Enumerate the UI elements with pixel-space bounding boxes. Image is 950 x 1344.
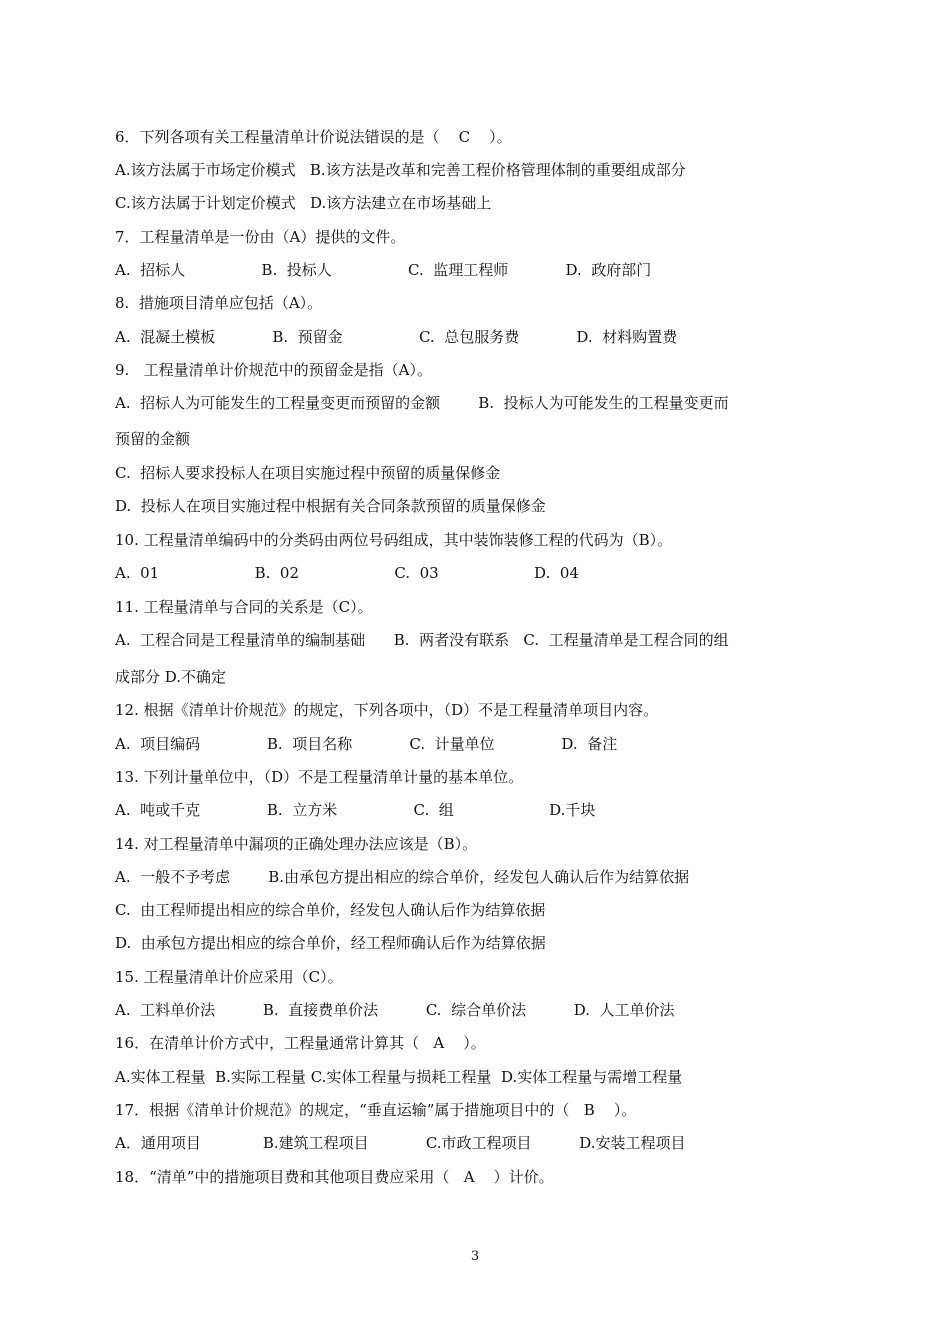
question-16: 16．在清单计价方式中，工程量通常计算其（ A ）。 [115,1034,486,1052]
question-14-options-ab: A. 一般不予考虑 B.由承包方提出相应的综合单价，经发包人确认后作为结算依据 [115,868,690,886]
question-9-option-b-continued: 预留的金额 [115,430,191,448]
question-9-option-d: D. 投标人在项目实施过程中根据有关合同条款预留的质量保修金 [115,497,546,515]
question-10: 10. 工程量清单编码中的分类码由两位号码组成，其中装饰装修工程的代码为（B）。 [115,531,673,549]
question-11-options-continued: 成部分 D.不确定 [115,668,227,686]
question-8-options: A. 混凝土模板 B. 预留金 C. 总包服务费 D. 材料购置费 [115,328,678,346]
question-11: 11. 工程量清单与合同的关系是（C）。 [115,598,373,616]
question-12-options: A. 项目编码 B. 项目名称 C. 计量单位 D. 备注 [115,735,618,753]
question-10-options: A. 01 B. 02 C. 03 D. 04 [115,564,579,582]
question-6: 6．下列各项有关工程量清单计价说法错误的是（ C ）。 [115,128,512,146]
question-13-options: A. 吨或千克 B. 立方米 C. 组 D.千块 [115,801,596,819]
question-15: 15. 工程量清单计价应采用（C）。 [115,968,343,986]
question-9-option-c: C. 招标人要求投标人在项目实施过程中预留的质量保修金 [115,464,501,482]
question-17-options: A．通用项目 B.建筑工程项目 C.市政工程项目 D.安装工程项目 [115,1134,686,1152]
question-7: 7．工程量清单是一份由（A）提供的文件。 [115,228,406,246]
question-6-options-cd: C.该方法属于计划定价模式 D.该方法建立在市场基础上 [115,194,492,212]
question-11-options: A. 工程合同是工程量清单的编制基础 B. 两者没有联系 C. 工程量清单是工程合同的组 [115,631,729,649]
question-16-options: A.实体工程量 B.实际工程量 C.实体工程量与损耗工程量 D.实体工程量与需增工程量 [115,1068,683,1086]
question-14-option-d: D. 由承包方提出相应的综合单价，经工程师确认后作为结算依据 [115,934,546,952]
page-number: 3 [470,1249,480,1264]
question-9: 9. 工程量清单计价规范中的预留金是指（A）。 [115,361,432,379]
question-14: 14. 对工程量清单中漏项的正确处理办法应该是（B）。 [115,835,478,853]
question-14-option-c: C. 由工程师提出相应的综合单价，经发包人确认后作为结算依据 [115,901,546,919]
question-15-options: A. 工料单价法 B. 直接费单价法 C. 综合单价法 D. 人工单价法 [115,1001,675,1019]
question-17: 17．根据《清单计价规范》的规定，“垂直运输”属于措施项目中的（ B ）。 [115,1101,637,1119]
question-8: 8. 措施项目清单应包括（A）。 [115,294,323,312]
question-9-options-ab: A. 招标人为可能发生的工程量变更而预留的金额 B. 投标人为可能发生的工程量变更而 [115,394,729,412]
question-6-options-ab: A.该方法属于市场定价模式 B.该方法是改革和完善工程价格管理体制的重要组成部分 [115,161,686,179]
question-13: 13. 下列计量单位中，（D）不是工程量清单计量的基本单位。 [115,768,524,786]
question-18: 18．“清单”中的措施项目费和其他项目费应采用（ A ）计价。 [115,1168,554,1186]
question-7-options: A. 招标人 B. 投标人 C. 监理工程师 D. 政府部门 [115,261,652,279]
question-12: 12. 根据《清单计价规范》的规定，下列各项中，（D）不是工程量清单项目内容。 [115,701,659,719]
